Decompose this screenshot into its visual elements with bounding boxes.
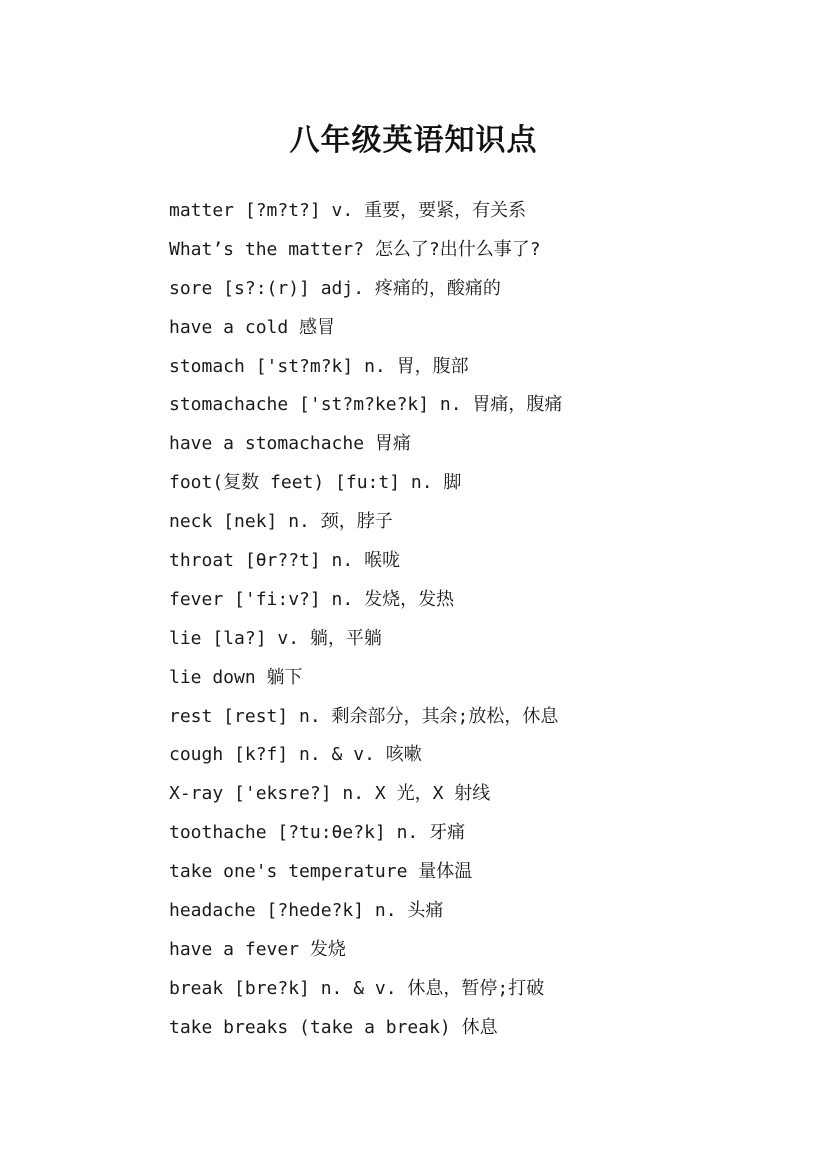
vocabulary-list xyxy=(169,192,769,1048)
page-title: 八年级英语知识点 xyxy=(289,123,538,159)
vocab-entry: X-ray ['eksre?] n. X 光，X 射线 xyxy=(169,783,491,805)
vocab-entry: have a stomachache 胃痛 xyxy=(169,433,411,455)
vocab-entry: cough [k?f] n. & v. 咳嗽 xyxy=(169,744,422,766)
vocab-entry: foot(复数 feet) [fu:t] n. 脚 xyxy=(169,472,462,494)
vocab-entry: have a cold 感冒 xyxy=(169,316,336,338)
vocab-entry: fever ['fi:v?] n. 发烧，发热 xyxy=(169,588,455,610)
vocab-entry: neck [nek] n. 颈，脖子 xyxy=(169,511,393,533)
vocab-entry: stomachache ['st?m?ke?k] n. 胃痛，腹痛 xyxy=(169,394,563,416)
vocab-entry: sore [s?:(r)] adj. 疼痛的，酸痛的 xyxy=(169,277,501,299)
vocab-entry: headache [?hede?k] n. 头痛 xyxy=(169,900,444,922)
vocab-entry: take breaks (take a break) 休息 xyxy=(169,1016,498,1038)
vocab-entry: lie [la?] v. 躺，平躺 xyxy=(169,627,382,649)
vocab-entry: stomach ['st?m?k] n. 胃，腹部 xyxy=(169,355,469,377)
vocab-entry: What’s the matter? 怎么了?出什么事了? xyxy=(169,238,541,260)
vocab-entry: throat [θr??t] n. 喉咙 xyxy=(169,550,401,572)
vocab-entry: toothache [?tu:θe?k] n. 牙痛 xyxy=(169,822,466,844)
vocab-entry: have a fever 发烧 xyxy=(169,938,346,960)
vocab-entry: lie down 躺下 xyxy=(169,666,303,688)
vocab-entry: rest [rest] n. 剩余部分，其余;放松，休息 xyxy=(169,705,559,727)
vocab-entry: matter [?m?t?] v. 重要，要紧，有关系 xyxy=(169,200,527,221)
vocab-entry: break [bre?k] n. & v. 休息，暂停;打破 xyxy=(169,977,545,999)
vocab-entry: take one's temperature 量体温 xyxy=(169,861,473,883)
